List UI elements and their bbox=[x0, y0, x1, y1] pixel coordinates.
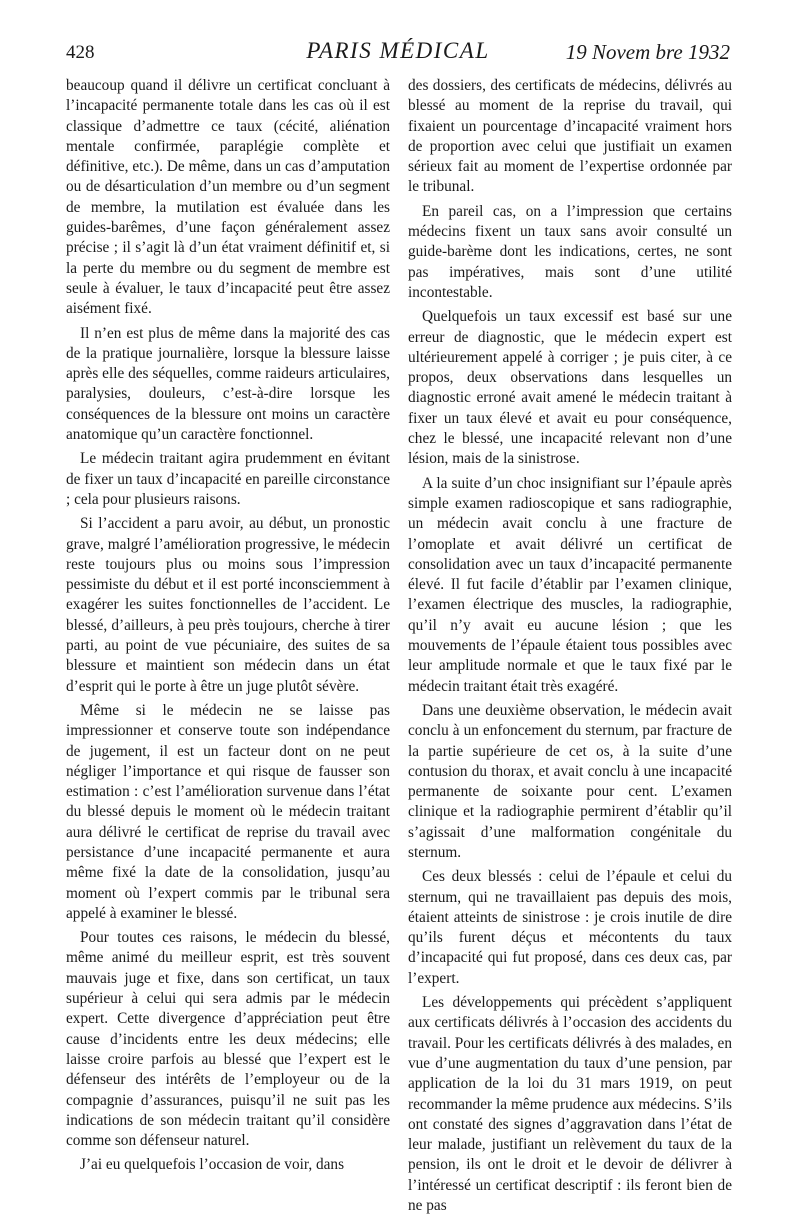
paragraph: J’ai eu quelquefois l’occasion de voir, dans bbox=[80, 1156, 345, 1174]
paragraph: En pareil cas, on a l’impression que certains médecins fixent un taux sans avoir consulté un guide-barème dont les indications, certes, ne sont pas impératives, mais sont d’une utilité incontestable. bbox=[408, 202, 732, 301]
paragraph: Le médecin traitant agira prudemment en évitant de fixer un taux d’incapacité en pareille circonstance ; cela pour plusieurs raisons. bbox=[66, 450, 390, 508]
paragraph: Si l’accident a paru avoir, au début, un pronostic grave, malgré l’amélioration progressive, le médecin reste toujours plus ou moins sous l’impression pessimiste du début et il est porté inconsciemment à exagérer les suites fonctionnelles de l’accident. Le blessé, d’ailleurs, à peu près toujours, cherche à tirer parti, au point de vue pécuniaire, des suites de sa blessure et maintient son médecin dans un état d’esprit qui le porte à être un juge plutôt sévère. bbox=[66, 515, 390, 695]
paragraph: des dossiers, des certificats de médecins, délivrés au blessé au moment de la reprise du travail, qui fixaient un pourcentage d’incapacité vraiment hors de proportion avec celui que justifiait un examen sérieux fait au moment de l’expertise ordonnée par le tribunal. bbox=[408, 77, 732, 196]
issue-date: 19 Novem bre 1932 bbox=[565, 40, 730, 64]
paragraph: Pour toutes ces raisons, le médecin du blessé, même animé du meilleur esprit, est très souvent mauvais juge et fixe, dans son certificat, un taux supérieur à celui qui sera admis par le médecin expert. Cette divergence d’appréciation peut être cause d’incidents entre les deux médecins; elle laisse croire parfois au blessé que l’expert est le défenseur des intérêts de l’employeur ou de la compagnie d’assurances, puisqu’il ne suit pas les indications de son médecin traitant qu’il considère comme son défenseur naturel. bbox=[66, 929, 390, 1150]
paragraph: Il n’en est plus de même dans la majorité des cas de la pratique journalière, lorsque la blessure laisse après elle des séquelles, comme raideurs articulaires, paralysies, douleurs, c’est-à-dire lorsque les conséquences de la blessure ont moins un caractère anatomique qu’un caractère fonctionnel. bbox=[66, 324, 390, 444]
paragraph: Quelquefois un taux excessif est basé sur une erreur de diagnostic, que le médecin expert est ultérieurement appelé à corriger ; je puis citer, à ce propos, deux observations dans lesquelles un diagnostic erroné avait amené le médecin traitant à fixer un taux élevé et avait eu pour conséquence, chez le blessé, une incapacité relevant non d’une lésion, mais de la sinistrose. bbox=[408, 308, 732, 468]
left-column bbox=[66, 76, 390, 1180]
page-header bbox=[66, 38, 730, 68]
paragraph: Dans une deuxième observation, le médecin avait conclu à un enfoncement du sternum, par fracture de la partie supérieure de cet os, à la suite d’une contusion du thorax, et avait conclu à une incapacité permanente de soixante pour cent. L’examen clinique et la radiographie permirent d’établir qu’il s’agissait d’une malformation congénitale du sternum. bbox=[408, 701, 732, 861]
paragraph: Même si le médecin ne se laisse pas impressionner et conserve toute son indépendance de jugement, il est un facteur dont on ne peut négliger l’importance et qui risque de fausser son estimation : c’est l’amélioration survenue dans l’état du blessé depuis le moment où le médecin traitant aura délivré le certificat de reprise du travail avec persistance d’une incapacité permanente et aura même fixé la date de la consolidation, jusqu’au moment où l’expert commis par le tribunal sera appelé à examiner le blessé. bbox=[66, 701, 390, 922]
paragraph: Ces deux blessés : celui de l’épaule et celui du sternum, qui ne travaillaient pas depuis des mois, étaient atteints de sinistrose : je crois inutile de dire qu’ils furent déçus et mécontents du taux d’incapacité qui fut proposé, dans ces deux cas, par l’expert. bbox=[408, 868, 732, 987]
paragraph: A la suite d’un choc insignifiant sur l’épaule après simple examen radioscopique et sans radiographie, un médecin avait conclu à une fracture de l’omoplate et avait délivré un certificat de consolidation avec un taux d’incapacité permanente élevé. Il fut facile d’établir par l’examen clinique, l’examen électrique des muscles, la radiographie, qu’il n’y avait eu aucune lésion ; que les mouvements de l’épaule étaient tous possibles avec leur amplitude normale et que le taux fixé par le médecin traitant était très exagéré. bbox=[408, 474, 732, 695]
page-number: 428 bbox=[66, 42, 95, 63]
paragraph: beaucoup quand il délivre un certificat concluant à l’incapacité permanente totale dans les cas où il est classique d’admettre ce taux (cécité, aliénation mentale confirmée, paraplégie complète et définitive, etc.). De même, dans un cas d’amputation ou de désarticulation d’un membre ou d’un segment de membre, la mutilation est évaluée dans les guides-barêmes, d’une façon généralement assez précise ; il s’agit là d’un état vraiment définitif et, si la perte du membre ou du segment de membre est seule à évaluer, le taux d’incapacité peut être assez aisément fixé. bbox=[66, 77, 390, 318]
journal-title: PARIS MÉDICAL bbox=[306, 38, 490, 63]
right-column bbox=[408, 76, 732, 1220]
paragraph: Les développements qui précèdent s’appliquent aux certificats délivrés à l’occasion des accidents du travail. Pour les certificats délivrés à des malades, en vue d’une augmentation du taux d’une pension, par application de la loi du 31 mars 1919, on peut recommander la même prudence aux médecins. S’ils ont constaté des signes d’aggravation dans l’état de leur malade, justifiant un relèvement du taux de la pension, ils ont le droit et le devoir de délivrer à l’intéressé un certificat descriptif : ils feront bien de ne pas bbox=[408, 994, 732, 1215]
